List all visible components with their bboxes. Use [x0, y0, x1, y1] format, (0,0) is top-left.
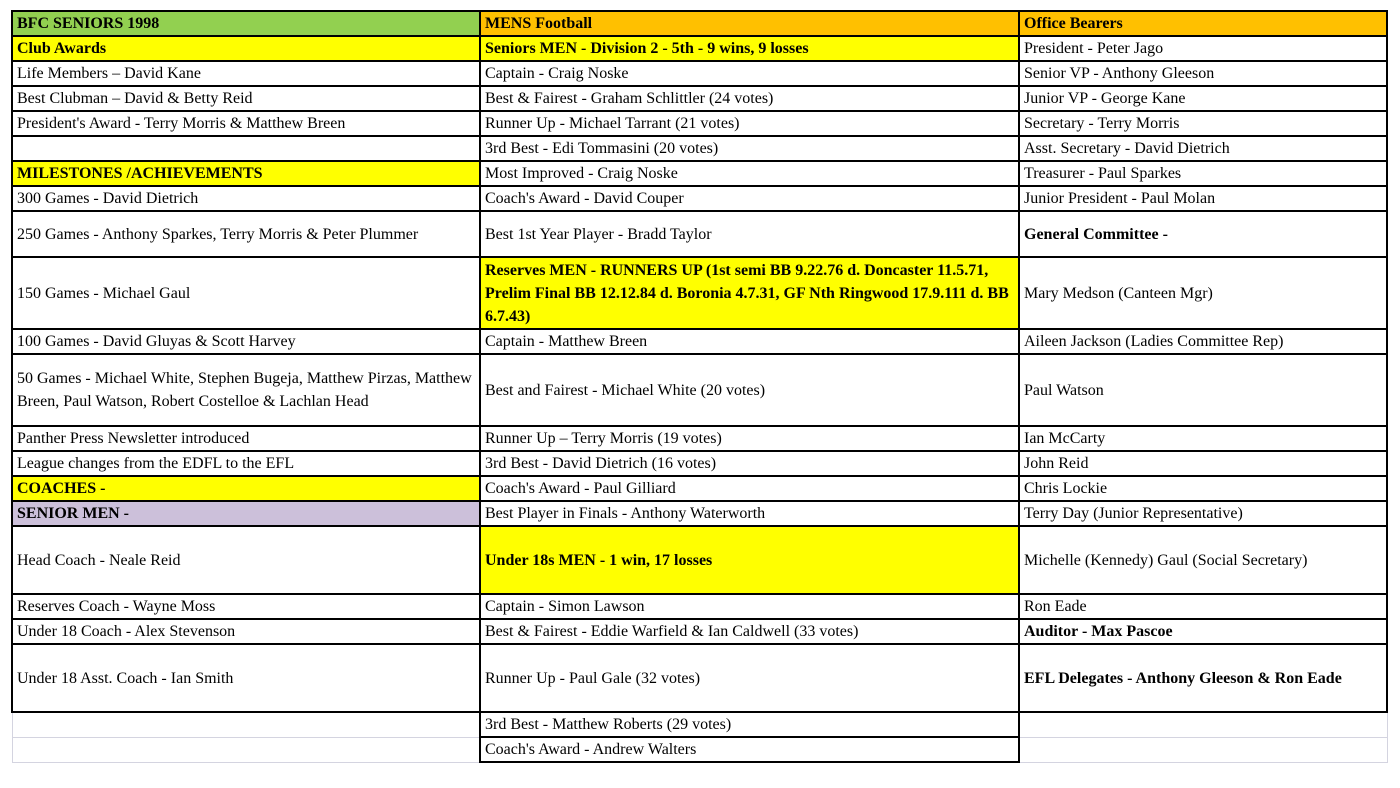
- table-row: [12, 644, 1387, 712]
- table-cell-general-committee[interactable]: General Committee -: [1019, 211, 1387, 257]
- table-cell[interactable]: Treasurer - Paul Sparkes: [1019, 161, 1387, 186]
- table-row: [12, 61, 1387, 86]
- table-cell-empty[interactable]: [12, 712, 480, 737]
- header-cell-office-bearers[interactable]: Office Bearers: [1019, 11, 1387, 36]
- section-heading-milestones[interactable]: MILESTONES /ACHIEVEMENTS: [12, 161, 480, 186]
- table-cell[interactable]: Life Members – David Kane: [12, 61, 480, 86]
- table-cell[interactable]: Captain - Matthew Breen: [480, 329, 1019, 354]
- table-cell[interactable]: 3rd Best - David Dietrich (16 votes): [480, 451, 1019, 476]
- bfc-seniors-1998-table: [11, 10, 1388, 763]
- table-cell[interactable]: Secretary - Terry Morris: [1019, 111, 1387, 136]
- table-cell[interactable]: Michelle (Kennedy) Gaul (Social Secretary): [1019, 526, 1387, 594]
- table-row: [12, 501, 1387, 526]
- table-row: [12, 186, 1387, 211]
- table-cell[interactable]: Head Coach - Neale Reid: [12, 526, 480, 594]
- table-cell[interactable]: 250 Games - Anthony Sparkes, Terry Morris & Peter Plummer: [12, 211, 480, 257]
- table-cell[interactable]: Runner Up - Paul Gale (32 votes): [480, 644, 1019, 712]
- table-row: [12, 426, 1387, 451]
- table-row: [12, 451, 1387, 476]
- table-cell[interactable]: Terry Day (Junior Representative): [1019, 501, 1387, 526]
- section-heading-seniors-men[interactable]: Seniors MEN - Division 2 - 5th - 9 wins, 9 losses: [480, 36, 1019, 61]
- table-row: [12, 86, 1387, 111]
- table-cell[interactable]: Junior VP - George Kane: [1019, 86, 1387, 111]
- header-cell-mens-football[interactable]: MENS Football: [480, 11, 1019, 36]
- table-row: [12, 111, 1387, 136]
- table-row: [12, 36, 1387, 61]
- table-cell[interactable]: 50 Games - Michael White, Stephen Bugeja, Matthew Pirzas, Matthew Breen, Paul Watson, Robert Costelloe & Lachlan Head: [12, 354, 480, 426]
- table-row: [12, 737, 1387, 762]
- table-row: [12, 257, 1387, 329]
- table-header-row: [12, 11, 1387, 36]
- table-cell[interactable]: Paul Watson: [1019, 354, 1387, 426]
- table-cell[interactable]: Asst. Secretary - David Dietrich: [1019, 136, 1387, 161]
- table-row: [12, 526, 1387, 594]
- table-cell[interactable]: Runner Up - Michael Tarrant (21 votes): [480, 111, 1019, 136]
- table-cell[interactable]: President's Award - Terry Morris & Matthew Breen: [12, 111, 480, 136]
- table-cell[interactable]: 3rd Best - Matthew Roberts (29 votes): [480, 712, 1019, 737]
- table-cell[interactable]: President - Peter Jago: [1019, 36, 1387, 61]
- table-cell[interactable]: Captain - Craig Noske: [480, 61, 1019, 86]
- table-row: [12, 161, 1387, 186]
- table-cell-empty[interactable]: [12, 737, 480, 762]
- section-heading-club-awards[interactable]: Club Awards: [12, 36, 480, 61]
- table-cell[interactable]: 150 Games - Michael Gaul: [12, 257, 480, 329]
- section-heading-senior-men[interactable]: SENIOR MEN -: [12, 501, 480, 526]
- table-cell[interactable]: Coach's Award - David Couper: [480, 186, 1019, 211]
- table-cell[interactable]: Coach's Award - Andrew Walters: [480, 737, 1019, 762]
- table-row: [12, 594, 1387, 619]
- table-cell-empty[interactable]: [12, 136, 480, 161]
- table-cell-efl-delegates[interactable]: EFL Delegates - Anthony Gleeson & Ron Eade: [1019, 644, 1387, 712]
- table-cell[interactable]: Panther Press Newsletter introduced: [12, 426, 480, 451]
- table-cell[interactable]: Junior President - Paul Molan: [1019, 186, 1387, 211]
- table-cell[interactable]: League changes from the EDFL to the EFL: [12, 451, 480, 476]
- table-cell[interactable]: 300 Games - David Dietrich: [12, 186, 480, 211]
- section-heading-under-18s-men[interactable]: Under 18s MEN - 1 win, 17 losses: [480, 526, 1019, 594]
- table-cell-empty[interactable]: [1019, 737, 1387, 762]
- table-cell[interactable]: Ron Eade: [1019, 594, 1387, 619]
- table-cell[interactable]: 3rd Best - Edi Tommasini (20 votes): [480, 136, 1019, 161]
- table-cell-empty[interactable]: [1019, 712, 1387, 737]
- table-cell[interactable]: Ian McCarty: [1019, 426, 1387, 451]
- section-heading-coaches[interactable]: COACHES -: [12, 476, 480, 501]
- table-cell[interactable]: Runner Up – Terry Morris (19 votes): [480, 426, 1019, 451]
- table-cell[interactable]: Best & Fairest - Eddie Warfield & Ian Caldwell (33 votes): [480, 619, 1019, 644]
- table-row: [12, 619, 1387, 644]
- table-cell[interactable]: 100 Games - David Gluyas & Scott Harvey: [12, 329, 480, 354]
- table-cell[interactable]: Captain - Simon Lawson: [480, 594, 1019, 619]
- table-cell[interactable]: Senior VP - Anthony Gleeson: [1019, 61, 1387, 86]
- table-cell[interactable]: Best Clubman – David & Betty Reid: [12, 86, 480, 111]
- table-cell[interactable]: Best and Fairest - Michael White (20 votes): [480, 354, 1019, 426]
- table-row: [12, 136, 1387, 161]
- table-cell[interactable]: Coach's Award - Paul Gilliard: [480, 476, 1019, 501]
- table-cell[interactable]: Best 1st Year Player - Bradd Taylor: [480, 211, 1019, 257]
- table-row: [12, 476, 1387, 501]
- table-cell[interactable]: Best Player in Finals - Anthony Waterworth: [480, 501, 1019, 526]
- table-cell[interactable]: Best & Fairest - Graham Schlittler (24 votes): [480, 86, 1019, 111]
- section-heading-reserves-men[interactable]: Reserves MEN - RUNNERS UP (1st semi BB 9.22.76 d. Doncaster 11.5.71, Prelim Final BB 12.12.84 d. Boronia 4.7.31, GF Nth Ringwood 17.9.111 d. BB 6.7.43): [480, 257, 1019, 329]
- table-row: [12, 354, 1387, 426]
- table-cell[interactable]: Reserves Coach - Wayne Moss: [12, 594, 480, 619]
- table-row: [12, 211, 1387, 257]
- table-row: [12, 712, 1387, 737]
- table-row: [12, 329, 1387, 354]
- table-cell[interactable]: Aileen Jackson (Ladies Committee Rep): [1019, 329, 1387, 354]
- table-cell[interactable]: Under 18 Asst. Coach - Ian Smith: [12, 644, 480, 712]
- table-cell[interactable]: John Reid: [1019, 451, 1387, 476]
- table-cell[interactable]: Most Improved - Craig Noske: [480, 161, 1019, 186]
- table-cell[interactable]: Under 18 Coach - Alex Stevenson: [12, 619, 480, 644]
- table-cell[interactable]: Chris Lockie: [1019, 476, 1387, 501]
- header-cell-bfc-seniors[interactable]: BFC SENIORS 1998: [12, 11, 480, 36]
- table-cell-auditor[interactable]: Auditor - Max Pascoe: [1019, 619, 1387, 644]
- table-cell[interactable]: Mary Medson (Canteen Mgr): [1019, 257, 1387, 329]
